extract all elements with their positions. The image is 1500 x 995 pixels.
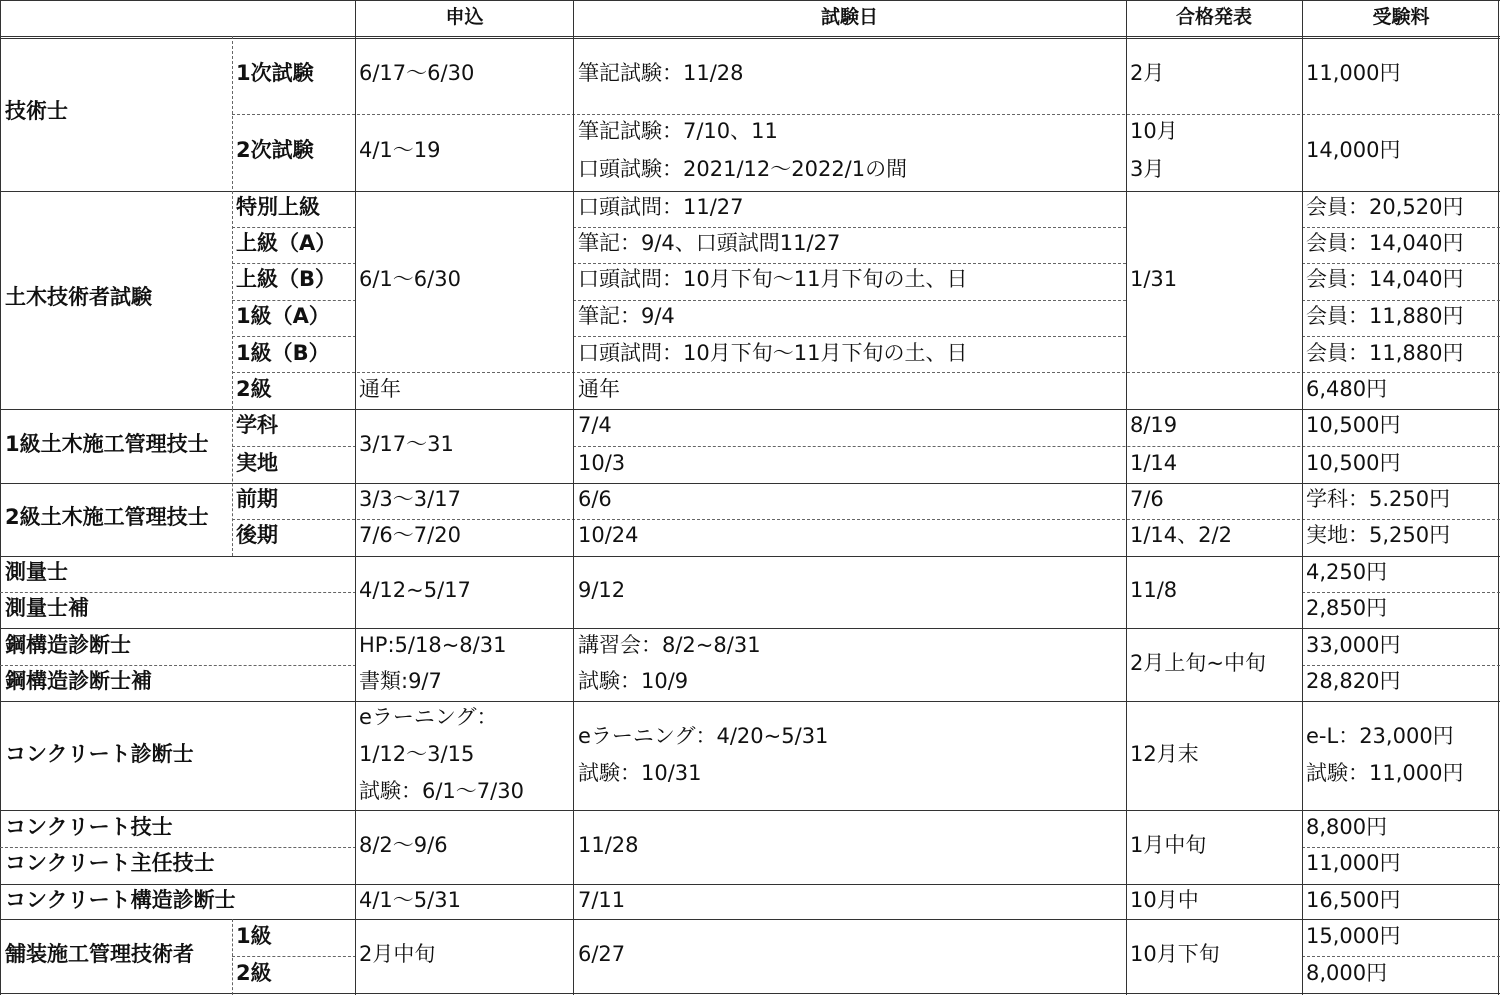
row-doboku-apply: 6/1～6/30 [359, 267, 461, 291]
header-exam-date-label: 試験日 [820, 6, 878, 28]
separator-sokuryo [0, 628, 1500, 629]
header-fee-label: 受験料 [1372, 6, 1430, 28]
row-doboku-level-1: 上級（A） [236, 231, 337, 255]
border-bottom [0, 993, 1500, 994]
divider [232, 519, 1500, 520]
row-sekou2-kouki-level: 後期 [236, 523, 278, 547]
row-concrete-gishi-exam: 11/28 [578, 833, 639, 857]
row-sekou2-zenki-result: 7/6 [1130, 487, 1164, 511]
row-doboku-fee-4: 会員：11,880円 [1306, 341, 1464, 365]
row-doboku-exam-4: 口頭試問：10月下旬～11月下旬の土、日 [578, 341, 968, 365]
row-concrete-shindan-apply2: 1/12～3/15 [359, 742, 475, 766]
row-doboku-fee-1: 会員：14,040円 [1306, 231, 1464, 255]
row-gijutsushi-second-result2: 3月 [1130, 157, 1165, 181]
row-gijutsushi-second-apply: 4/1～19 [359, 138, 441, 162]
row-kouzou-apply2: 書類:9/7 [359, 669, 442, 693]
row-kouzou-apply1: HP:5/18~8/31 [359, 633, 507, 657]
row-concrete-shindan-result: 12月末 [1130, 742, 1199, 766]
header-underline [0, 36, 1500, 39]
separator-concrete-shindan [0, 810, 1500, 811]
divider [1302, 592, 1500, 593]
header-application [356, 0, 573, 36]
row-gijutsushi-name: 技術士 [5, 99, 68, 123]
row-concrete-kouzou-fee: 16,500円 [1306, 888, 1401, 912]
row-sokuryo-name2: 測量士補 [5, 596, 89, 620]
header-fee [1302, 0, 1500, 36]
divider [232, 336, 356, 337]
row-gijutsushi-first-apply: 6/17～6/30 [359, 61, 475, 85]
row-gijutsushi-second-exam1: 筆記試験：7/10、11 [578, 119, 778, 143]
divider [232, 300, 356, 301]
header-application-label: 申込 [445, 6, 484, 28]
row-sokuryo-apply: 4/12~5/17 [359, 578, 471, 602]
separator-sekou1 [0, 483, 1500, 484]
col-divider-level [232, 36, 233, 409]
row-sekou2-zenki-fee: 学科：5.250円 [1306, 487, 1451, 511]
row-sekou1-jitchi-level: 実地 [236, 451, 278, 475]
row-gijutsushi-first-exam: 筆記試験：11/28 [578, 61, 744, 85]
separator-sekou2 [0, 556, 1500, 557]
row-hosou-result: 10月下旬 [1130, 942, 1220, 966]
row-doboku-level-3: 1級（A） [236, 304, 330, 328]
col-divider-exam [573, 0, 574, 995]
row-doboku-exam-1: 筆記：9/4、口頭試問11/27 [578, 231, 841, 255]
row-gijutsushi-first-level: 1次試験 [236, 61, 314, 85]
row-doboku-grade2-apply: 通年 [359, 377, 401, 401]
row-sekou2-zenki-level: 前期 [236, 487, 278, 511]
row-doboku-grade2-level: 2級 [236, 377, 272, 401]
row-kouzou-name1: 鋼構造診断士 [5, 633, 131, 657]
row-doboku-exam-0: 口頭試問：11/27 [578, 195, 744, 219]
row-concrete-kouzou-apply: 4/1～5/31 [359, 888, 461, 912]
row-sekou1-jitchi-fee: 10,500円 [1306, 451, 1401, 475]
divider [1302, 847, 1500, 848]
row-concrete-shindan-apply1: eラーニング： [359, 705, 498, 729]
row-kouzou-result: 2月上旬~中旬 [1130, 651, 1266, 675]
row-sekou1-name: 1級土木施工管理技士 [5, 432, 209, 456]
row-gijutsushi-second-fee: 14,000円 [1306, 138, 1401, 162]
row-sekou2-kouki-fee: 実地：5,250円 [1306, 523, 1451, 547]
divider [1302, 263, 1500, 264]
row-doboku-fee-0: 会員：20,520円 [1306, 195, 1464, 219]
separator-doboku [0, 409, 1500, 410]
row-gijutsushi-second-result1: 10月 [1130, 119, 1178, 143]
row-doboku-name: 土木技術者試験 [5, 285, 152, 309]
col-divider-fee [1302, 0, 1303, 995]
row-hosou-fee1: 15,000円 [1306, 924, 1401, 948]
row-gijutsushi-first-result: 2月 [1130, 61, 1165, 85]
row-sokuryo-fee2: 2,850円 [1306, 596, 1388, 620]
border-left [0, 0, 1, 995]
divider [573, 336, 1126, 337]
border-top [0, 0, 1500, 1]
row-sekou2-kouki-result: 1/14、2/2 [1130, 523, 1232, 547]
header-result [1126, 0, 1302, 36]
row-kouzou-fee2: 28,820円 [1306, 669, 1401, 693]
row-sekou1-gakka-result: 8/19 [1130, 413, 1178, 437]
row-concrete-gishi-name1: コンクリート技士 [5, 815, 173, 839]
divider [0, 592, 356, 593]
divider [0, 847, 356, 848]
divider [1302, 956, 1500, 957]
row-concrete-gishi-fee1: 8,800円 [1306, 815, 1388, 839]
divider [573, 446, 1500, 447]
row-sokuryo-result: 11/8 [1130, 578, 1178, 602]
divider [1302, 227, 1500, 228]
row-gijutsushi-second-level: 2次試験 [236, 138, 314, 162]
col-divider-application [355, 0, 356, 995]
row-concrete-kouzou-exam: 7/11 [578, 888, 626, 912]
row-doboku-level-4: 1級（B） [236, 341, 330, 365]
separator-concrete-gishi [0, 884, 1500, 885]
row-sekou1-jitchi-result: 1/14 [1130, 451, 1178, 475]
row-concrete-gishi-result: 1月中旬 [1130, 833, 1207, 857]
row-concrete-gishi-apply: 8/2～9/6 [359, 833, 448, 857]
divider [232, 372, 1500, 373]
row-concrete-gishi-name2: コンクリート主任技士 [5, 851, 215, 875]
divider [232, 114, 1500, 115]
divider [232, 263, 356, 264]
row-hosou-apply: 2月中旬 [359, 942, 436, 966]
divider [1302, 336, 1500, 337]
row-hosou-level1: 1級 [236, 924, 272, 948]
row-doboku-level-2: 上級（B） [236, 267, 337, 291]
row-concrete-kouzou-result: 10月中 [1130, 888, 1199, 912]
row-sekou2-zenki-exam: 6/6 [578, 487, 612, 511]
row-concrete-kouzou-name: コンクリート構造診断士 [5, 888, 236, 912]
row-doboku-result: 1/31 [1130, 267, 1178, 291]
row-concrete-shindan-exam2: 試験：10/31 [578, 761, 702, 785]
row-concrete-shindan-fee2: 試験：11,000円 [1306, 761, 1464, 785]
row-concrete-shindan-exam1: eラーニング：4/20~5/31 [578, 724, 829, 748]
divider [573, 227, 1126, 228]
row-hosou-name: 舗装施工管理技術者 [5, 942, 194, 966]
divider [232, 956, 356, 957]
row-sekou2-zenki-apply: 3/3～3/17 [359, 487, 461, 511]
row-sekou1-apply: 3/17～31 [359, 432, 454, 456]
row-sekou2-kouki-apply: 7/6～7/20 [359, 523, 461, 547]
row-sekou1-gakka-exam: 7/4 [578, 413, 612, 437]
col-divider-result [1126, 0, 1127, 995]
row-kouzou-fee1: 33,000円 [1306, 633, 1401, 657]
divider [0, 665, 356, 666]
col-divider-level [232, 409, 233, 556]
separator-concrete-kouzou [0, 919, 1500, 920]
row-doboku-grade2-fee: 6,480円 [1306, 377, 1388, 401]
divider [1302, 300, 1500, 301]
row-kouzou-name2: 鋼構造診断士補 [5, 669, 152, 693]
header-result-label: 合格発表 [1175, 6, 1252, 28]
row-hosou-level2: 2級 [236, 961, 272, 985]
row-concrete-shindan-apply3: 試験：6/1～7/30 [359, 779, 524, 803]
row-kouzou-exam1: 講習会：8/2~8/31 [578, 633, 761, 657]
row-hosou-fee2: 8,000円 [1306, 961, 1388, 985]
row-sekou1-gakka-level: 学科 [236, 413, 278, 437]
row-sekou2-name: 2級土木施工管理技士 [5, 505, 209, 529]
row-concrete-shindan-fee1: e-L：23,000円 [1306, 724, 1454, 748]
row-gijutsushi-second-exam2: 口頭試験：2021/12～2022/1の間 [578, 157, 908, 181]
row-sokuryo-name1: 測量士 [5, 560, 68, 584]
row-sekou1-gakka-fee: 10,500円 [1306, 413, 1401, 437]
row-concrete-shindan-name: コンクリート診断士 [5, 742, 194, 766]
divider [1302, 665, 1500, 666]
row-concrete-gishi-fee2: 11,000円 [1306, 851, 1401, 875]
divider [573, 300, 1126, 301]
divider [573, 263, 1126, 264]
row-doboku-fee-2: 会員：14,040円 [1306, 267, 1464, 291]
row-doboku-exam-3: 筆記：9/4 [578, 304, 675, 328]
row-doboku-level-0: 特別上級 [236, 195, 320, 219]
row-sokuryo-fee1: 4,250円 [1306, 560, 1388, 584]
row-sokuryo-exam: 9/12 [578, 578, 626, 602]
header-exam-date [573, 0, 1126, 36]
row-doboku-fee-3: 会員：11,880円 [1306, 304, 1464, 328]
row-sekou1-jitchi-exam: 10/3 [578, 451, 626, 475]
col-divider-level [232, 919, 233, 995]
row-doboku-grade2-exam: 通年 [578, 377, 620, 401]
separator-kouzou [0, 701, 1500, 702]
divider [232, 227, 356, 228]
row-sekou2-kouki-exam: 10/24 [578, 523, 639, 547]
row-kouzou-exam2: 試験：10/9 [578, 669, 689, 693]
row-hosou-exam: 6/27 [578, 942, 626, 966]
row-doboku-exam-2: 口頭試問：10月下旬～11月下旬の土、日 [578, 267, 968, 291]
border-right [1498, 0, 1499, 995]
separator-gijutsushi [0, 191, 1500, 192]
row-gijutsushi-first-fee: 11,000円 [1306, 61, 1401, 85]
divider [232, 446, 356, 447]
